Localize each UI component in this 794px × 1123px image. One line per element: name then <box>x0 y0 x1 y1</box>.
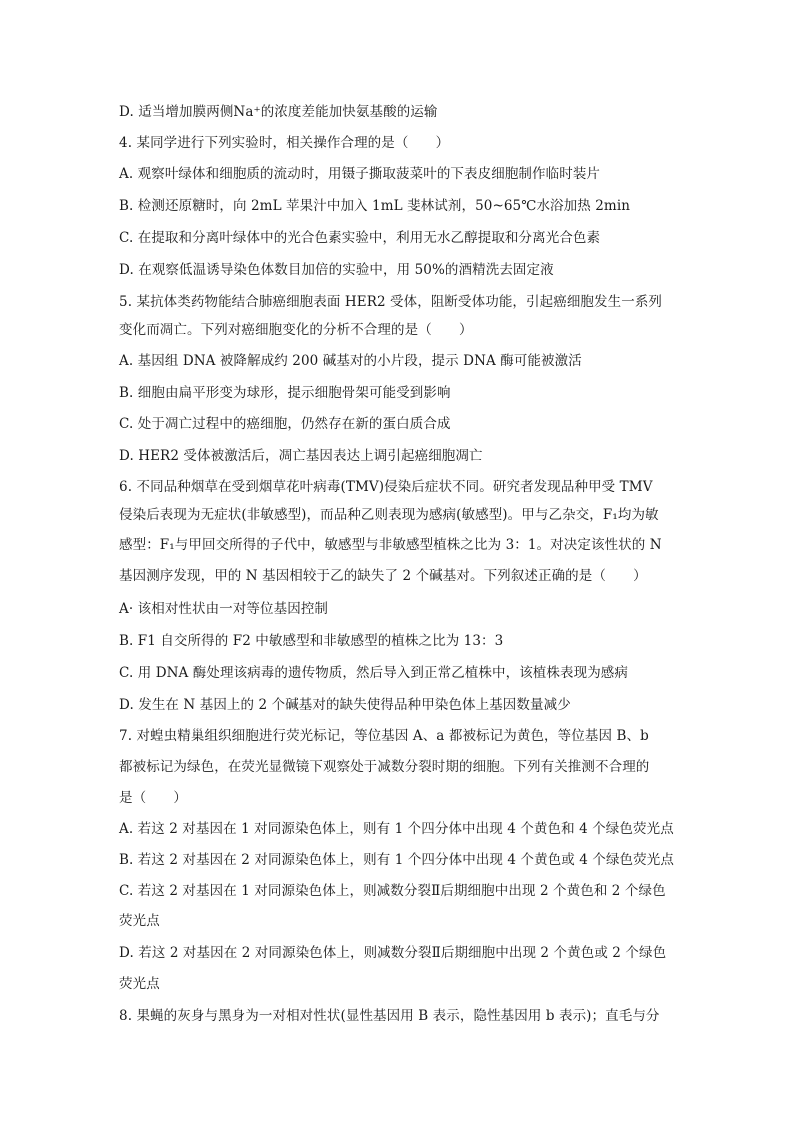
q6-option-d: D. 发生在 N 基因上的 2 个碱基对的缺失使得品种甲染色体上基因数量减少 <box>119 697 571 713</box>
q5-option-b: B. 细胞由扁平形变为球形，提示细胞骨架可能受到影响 <box>119 385 451 401</box>
q6-stem-line-2: 侵染后表现为无症状(非敏感型)，而品种乙则表现为感病(敏感型)。甲与乙杂交，F₁均为敏 <box>119 507 659 523</box>
q7-option-d-line-2: 荧光点 <box>119 976 160 992</box>
q7-stem-line-3: 是（ ） <box>119 790 187 806</box>
q4-option-c: C. 在提取和分离叶绿体中的光合色素实验中，利用无水乙醇提取和分离光合色素 <box>119 230 601 246</box>
q6-option-c: C. 用 DNA 酶处理该病毒的遗传物质，然后导入到正常乙植株中，该植株表现为感病 <box>119 665 628 681</box>
q6-option-b: B. F1 自交所得的 F2 中敏感型和非敏感型的植株之比为 13：3 <box>119 633 504 649</box>
q5-option-c: C. 处于凋亡过程中的癌细胞，仍然存在新的蛋白质合成 <box>119 416 451 432</box>
q8-stem-line-1: 8. 果蝇的灰身与黑身为一对相对性状(显性基因用 B 表示，隐性基因用 b 表示)；直毛与分 <box>119 1008 660 1024</box>
q6-stem-line-3: 感型：F₁与甲回交所得的子代中，敏感型与非敏感型植株之比为 3：1。对决定该性状的 N <box>119 537 662 553</box>
q5-option-a: A. 基因组 DNA 被降解成约 200 碱基对的小片段，提示 DNA 酶可能被激活 <box>119 353 582 369</box>
q4-option-a: A. 观察叶绿体和细胞质的流动时，用镊子撕取菠菜叶的下表皮细胞制作临时装片 <box>119 166 601 182</box>
q6-stem-line-1: 6. 不同品种烟草在受到烟草花叶病毒(TMV)侵染后症状不同。研究者发现品种甲受 TMV <box>119 479 653 495</box>
q5-option-d: D. HER2 受体被激活后，凋亡基因表达上调引起癌细胞凋亡 <box>119 448 483 464</box>
q7-option-b: B. 若这 2 对基因在 2 对同源染色体上，则有 1 个四分体中出现 4 个黄色或 4 个绿色荧光点 <box>119 852 674 868</box>
q6-option-a: A· 该相对性状由一对等位基因控制 <box>119 601 329 617</box>
q7-stem-line-1: 7. 对蝗虫精巢组织细胞进行荧光标记，等位基因 A、a 都被标记为黄色，等位基因 B、b <box>119 728 649 744</box>
q3-option-d: D. 适当增加膜两侧Na⁺的浓度差能加快氨基酸的运输 <box>119 104 438 120</box>
q7-stem-line-2: 都被标记为绿色，在荧光显微镜下观察处于减数分裂时期的细胞。下列有关推测不合理的 <box>119 759 650 775</box>
q6-stem-line-4: 基因测序发现，甲的 N 基因相较于乙的缺失了 2 个碱基对。下列叙述正确的是（ ） <box>119 568 647 584</box>
q5-stem-line-1: 5. 某抗体类药物能结合肺癌细胞表面 HER2 受体，阻断受体功能，引起癌细胞发生一系列 <box>119 294 663 310</box>
q4-option-d: D. 在观察低温诱导染色体数目加倍的实验中，用 50%的酒精洗去固定液 <box>119 262 554 278</box>
q7-option-c-line-1: C. 若这 2 对基因在 1 对同源染色体上，则减数分裂Ⅱ后期细胞中出现 2 个黄色和 2 个绿色 <box>119 883 666 899</box>
q5-stem-line-2: 变化而凋亡。下列对癌细胞变化的分析不合理的是（ ） <box>119 322 473 338</box>
q4-stem: 4. 某同学进行下列实验时，相关操作合理的是（ ） <box>119 135 450 151</box>
q4-option-b: B. 检测还原糖时，向 2mL 苹果汁中加入 1mL 斐林试剂，50~65℃水浴加热 2min <box>119 198 631 214</box>
q7-option-c-line-2: 荧光点 <box>119 913 160 929</box>
q7-option-a: A. 若这 2 对基因在 1 对同源染色体上，则有 1 个四分体中出现 4 个黄色和 4 个绿色荧光点 <box>119 821 674 837</box>
q7-option-d-line-1: D. 若这 2 对基因在 2 对同源染色体上，则减数分裂Ⅱ后期细胞中出现 2 个黄色或 2 个绿色 <box>119 945 667 961</box>
